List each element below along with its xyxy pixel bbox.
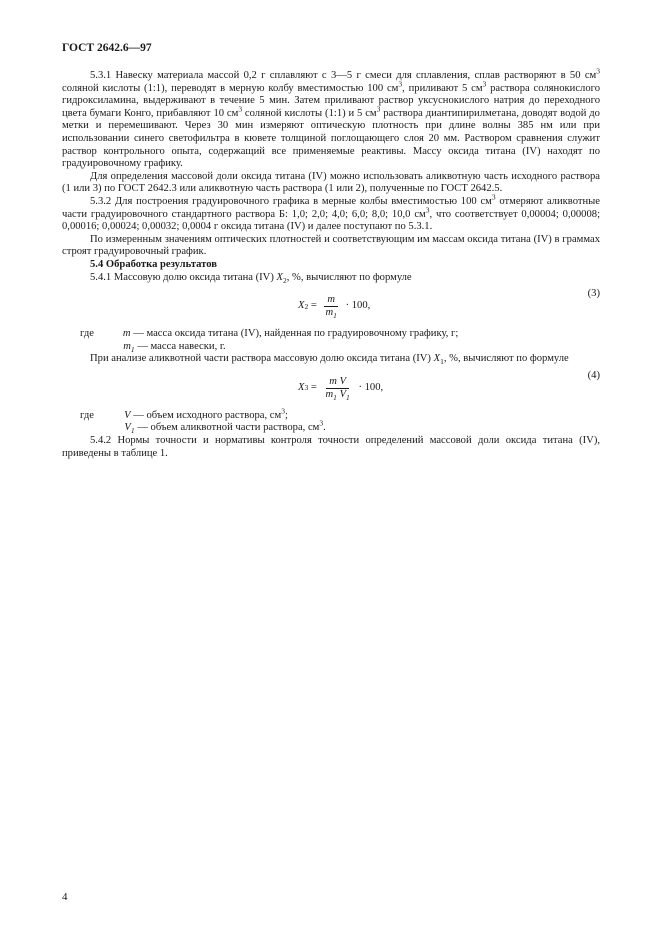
- legend-line: [62, 418, 600, 436]
- superscript: 3: [376, 104, 381, 114]
- subscript: 2: [283, 275, 287, 285]
- equals-sign: =: [308, 382, 320, 394]
- legend-prefix: где: [80, 409, 94, 421]
- formula-number: (3): [587, 288, 600, 300]
- legend-text: — масса оксида титана (IV), найденная по градуировочному графику, г;: [133, 328, 459, 340]
- formula-3-expression: X 2 = $\frac{m}{m_1}$ · 100,: [298, 294, 371, 321]
- formula-lhs: X: [298, 382, 305, 394]
- formula-number: (4): [587, 369, 600, 381]
- fraction: [323, 294, 340, 319]
- numerator: m V: [326, 376, 349, 389]
- formula-rest: · 100,: [342, 300, 371, 312]
- legend-text: — объем аликвотной части раствора, см: [137, 422, 320, 434]
- paragraph-aliquot-calc: [62, 353, 600, 366]
- punctuation: ;: [284, 409, 288, 421]
- paragraph-measured: По измеренным значениям оптических плотностей и соответствующим им массам оксида титана (IV) в граммах строят градуировочный график.: [62, 233, 600, 258]
- denominator: [323, 389, 353, 401]
- symbol: m: [123, 340, 131, 352]
- equals-sign: =: [308, 300, 320, 312]
- subscript: 1: [130, 344, 135, 354]
- document-header: ГОСТ 2642.6—97: [62, 42, 152, 54]
- formula-3: [62, 288, 600, 322]
- text-run: раствора диантипирилметана, доводят водой до метки и перемешивают. Через 30 мин измеряют оптическую плотность при длине волны 385 нм или при использовании синего светофильтра в кювете толщиной поглощающего слоя 20 мм. Раствором сравнения служит раствор контрольного опыта, содержащий все применяемые реактивы. Массу оксида титана (IV) находят по градуировочному графику.: [62, 107, 600, 170]
- text-run: 5.4.1 Массовую долю оксида титана (IV): [90, 271, 277, 283]
- superscript: 3: [319, 418, 324, 428]
- section-heading-5-4: 5.4 Обработка результатов: [90, 258, 217, 270]
- legend-text: — масса навески, г.: [137, 340, 226, 352]
- subscript: 1: [440, 357, 444, 367]
- superscript: 3: [482, 79, 487, 89]
- formula-rest: · 100,: [355, 382, 384, 394]
- superscript: 3: [425, 205, 430, 214]
- paragraph-5-3-1: [62, 66, 600, 171]
- paragraph-5-4-2: 5.4.2 Нормы точности и нормативы контроля точности определений массовой доли оксида титана (IV), приведены в таблице 1.: [62, 435, 600, 459]
- page-content: [62, 66, 601, 460]
- superscript: 3: [281, 406, 285, 416]
- subscript: 1: [333, 311, 337, 321]
- superscript: 3: [398, 79, 403, 89]
- text-run: При анализе аликвотной части раствора массовую долю оксида титана (IV): [90, 353, 434, 365]
- numerator: m: [324, 294, 338, 307]
- den-symbol: V: [336, 388, 347, 400]
- legend-text: — объем исходного раствора, см: [133, 409, 282, 421]
- formula-4: [62, 370, 600, 404]
- formula-4-expression: X 3 = $\frac{\text{m V}}{m_1 V_1}$ · 100,: [298, 375, 384, 402]
- punctuation: .: [323, 422, 326, 434]
- subscript: 1: [346, 392, 350, 402]
- legend-symbol: [97, 328, 131, 341]
- fraction: [323, 376, 353, 401]
- text-run: соляной кислоты (1:1), переводят в мерную колбу вместимостью 100 см: [62, 82, 399, 94]
- superscript: 3: [491, 192, 496, 202]
- formula-lhs: X: [298, 300, 305, 312]
- subscript: 1: [130, 426, 135, 436]
- legend-symbol: [97, 410, 131, 423]
- text-run: , %, вычисляют по формуле: [443, 353, 569, 365]
- legend-symbol: [101, 341, 135, 354]
- legend-line: [62, 341, 600, 354]
- text-run: 5.3.2 Для построения градуировочного графика в мерные колбы вместимостью 100 см: [90, 195, 492, 207]
- den-symbol: m: [325, 388, 334, 400]
- paragraph-5-4-1: [62, 272, 600, 285]
- text-run: , %, вычисляют по формуле: [286, 271, 412, 283]
- text-run: , приливают 5 см: [402, 82, 483, 94]
- symbol: m: [122, 328, 131, 340]
- symbol-x: X: [276, 271, 283, 283]
- denominator: [323, 307, 340, 319]
- symbol-x: X: [433, 353, 441, 365]
- page-number: 4: [62, 891, 68, 903]
- paragraph-aliquot: Для определения массовой доли оксида титана (IV) можно использовать аликвотную часть исходного раствора (1 или 3) по ГОСТ 2642.3 или аликвотную часть раствора (1 или 2), полученные по ГОСТ 2642.5.: [62, 170, 600, 195]
- legend-prefix: где: [80, 328, 94, 340]
- text-run: отмеряют аликвотные части градуировочного стандартного раствора Б: 1,0; 2,0; 4,0; 6,0; 8,0; 10,0 см: [62, 195, 600, 220]
- legend-line: [62, 406, 600, 423]
- text-run: 5.3.1 Навеску материала массой 0,2 г сплавляют с 3—5 г смеси для сплавления, сплав растворяют в 50 см: [90, 70, 597, 81]
- text-run: раствора солянокислого гидроксиламина, выдерживают в течение 5 мин. Затем приливают раствор уксуснокислого натрия до переходного цвета бумаги Конго, прибавляют 10 см: [62, 82, 600, 119]
- subscript: 1: [333, 392, 337, 402]
- legend-line: [62, 328, 600, 341]
- superscript: 3: [238, 104, 243, 114]
- symbol: V: [124, 422, 131, 434]
- legend-symbol: [101, 422, 135, 435]
- paragraph-5-3-2: [62, 192, 601, 234]
- symbol: V: [124, 409, 131, 421]
- text-run: , что соответствует 0,00004; 0,00008; 0,00016; 0,00024; 0,00032; 0,0004 г оксида титана (IV) и далее поступают по 5.3.1.: [62, 208, 601, 233]
- text-run: соляной кислоты (1:1) и 5 см: [242, 107, 377, 119]
- superscript: 3: [596, 66, 600, 76]
- den-symbol: m: [325, 307, 334, 319]
